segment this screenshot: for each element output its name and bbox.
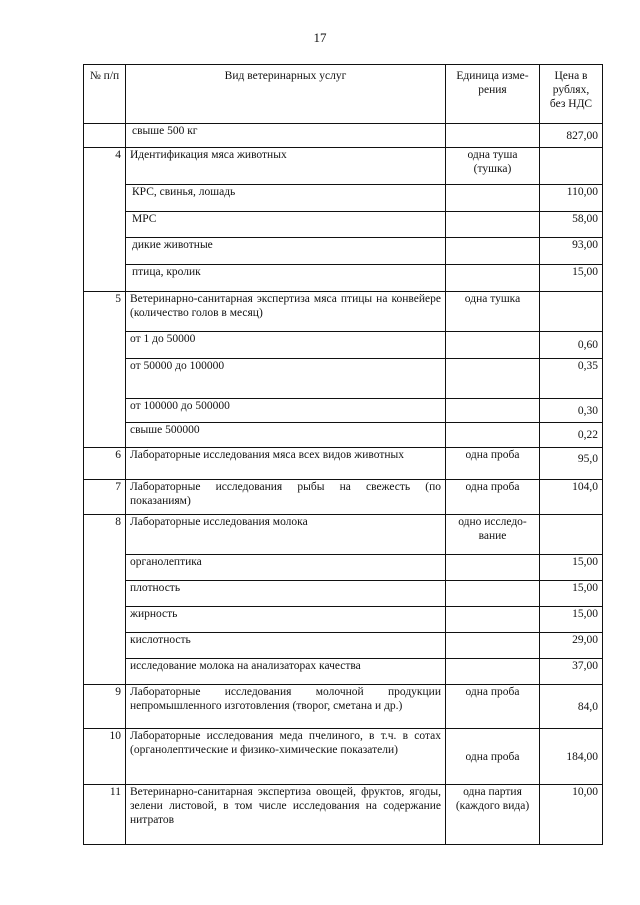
row-service: Ветеринарно-санитарная экспертиза овощей, фруктов, ягоды, зелени листовой, в том числе исследования на содержание нитратов xyxy=(126,785,446,845)
row-price: 29,00 xyxy=(540,633,603,659)
table-row xyxy=(84,359,603,399)
row-unit: одна партия (каждого вида) xyxy=(446,785,540,845)
row-price xyxy=(540,292,603,332)
row-num xyxy=(84,124,126,148)
row-num xyxy=(84,607,126,633)
row-num xyxy=(84,359,126,399)
row-service: от 1 до 50000 xyxy=(126,332,446,359)
table-row xyxy=(84,212,603,238)
row-price: 184,00 xyxy=(540,729,603,785)
row-service: МРС xyxy=(126,212,446,238)
table-row xyxy=(84,515,603,555)
row-unit xyxy=(446,555,540,581)
row-price: 15,00 xyxy=(540,265,603,292)
row-price: 84,0 xyxy=(540,685,603,729)
row-service: жирность xyxy=(126,607,446,633)
table-row xyxy=(84,238,603,265)
row-unit xyxy=(446,633,540,659)
price-table xyxy=(83,64,603,845)
table-row xyxy=(84,480,603,515)
row-price: 0,60 xyxy=(540,332,603,359)
table-row xyxy=(84,581,603,607)
row-service: дикие животные xyxy=(126,238,446,265)
table-row xyxy=(84,729,603,785)
table-row xyxy=(84,292,603,332)
row-unit xyxy=(446,212,540,238)
row-service: исследование молока на анализаторах качества xyxy=(126,659,446,685)
row-service: Идентификация мяса животных xyxy=(126,148,446,185)
table-row xyxy=(84,607,603,633)
row-unit xyxy=(446,124,540,148)
row-unit: одна проба xyxy=(446,685,540,729)
row-unit xyxy=(446,581,540,607)
header-num: № п/п xyxy=(84,65,126,124)
table-row xyxy=(84,265,603,292)
table-row xyxy=(84,148,603,185)
row-service: Лабораторные исследования рыбы на свежесть (по показаниям) xyxy=(126,480,446,515)
row-service: свыше 500000 xyxy=(126,423,446,448)
row-unit xyxy=(446,607,540,633)
row-price: 827,00 xyxy=(540,124,603,148)
table-row xyxy=(84,185,603,212)
page-number: 17 xyxy=(313,30,327,45)
row-num: 8 xyxy=(84,515,126,555)
row-service: птица, кролик xyxy=(126,265,446,292)
row-service: от 50000 до 100000 xyxy=(126,359,446,399)
row-price: 15,00 xyxy=(540,607,603,633)
row-num: 10 xyxy=(84,729,126,785)
row-price: 0,35 xyxy=(540,359,603,399)
row-price: 58,00 xyxy=(540,212,603,238)
table-row xyxy=(84,555,603,581)
row-price: 10,00 xyxy=(540,785,603,845)
row-service: Лабораторные исследования молока xyxy=(126,515,446,555)
row-price: 110,00 xyxy=(540,185,603,212)
row-service: плотность xyxy=(126,581,446,607)
table-row xyxy=(84,399,603,423)
row-unit xyxy=(446,185,540,212)
row-price: 93,00 xyxy=(540,238,603,265)
row-num xyxy=(84,332,126,359)
row-num xyxy=(84,423,126,448)
row-unit xyxy=(446,399,540,423)
row-price xyxy=(540,148,603,185)
row-num xyxy=(84,399,126,423)
row-service: Лабораторные исследования молочной продукции непромышленного изготовления (творог, сметана и др.) xyxy=(126,685,446,729)
table-row xyxy=(84,332,603,359)
row-num xyxy=(84,212,126,238)
row-num: 7 xyxy=(84,480,126,515)
row-service: от 100000 до 500000 xyxy=(126,399,446,423)
row-service: органолептика xyxy=(126,555,446,581)
row-service: Лабораторные исследования мяса всех видов животных xyxy=(126,448,446,480)
row-unit xyxy=(446,238,540,265)
row-price: 15,00 xyxy=(540,581,603,607)
row-unit: одна проба xyxy=(446,448,540,480)
row-num: 4 xyxy=(84,148,126,185)
row-unit: одна проба xyxy=(446,480,540,515)
row-num xyxy=(84,659,126,685)
row-num: 9 xyxy=(84,685,126,729)
table-header-row xyxy=(84,65,603,124)
row-service: кислотность xyxy=(126,633,446,659)
row-price: 104,0 xyxy=(540,480,603,515)
row-price xyxy=(540,515,603,555)
row-unit xyxy=(446,332,540,359)
row-unit xyxy=(446,265,540,292)
row-num xyxy=(84,238,126,265)
table-row xyxy=(84,448,603,480)
row-price: 15,00 xyxy=(540,555,603,581)
row-unit xyxy=(446,359,540,399)
row-num: 5 xyxy=(84,292,126,332)
row-price: 0,30 xyxy=(540,399,603,423)
row-service: Ветеринарно-санитарная экспертиза мяса птицы на конвейере (количество голов в месяц) xyxy=(126,292,446,332)
row-num xyxy=(84,581,126,607)
row-unit: одно исследо-вание xyxy=(446,515,540,555)
table-row xyxy=(84,633,603,659)
table-row xyxy=(84,785,603,845)
row-num xyxy=(84,265,126,292)
table-row xyxy=(84,124,603,148)
table-row xyxy=(84,659,603,685)
row-service: КРС, свинья, лошадь xyxy=(126,185,446,212)
row-unit: одна тушка xyxy=(446,292,540,332)
row-unit: одна проба xyxy=(446,729,540,785)
row-service: свыше 500 кг xyxy=(126,124,446,148)
row-price: 0,22 xyxy=(540,423,603,448)
row-price: 95,0 xyxy=(540,448,603,480)
row-num xyxy=(84,555,126,581)
header-service: Вид ветеринарных услуг xyxy=(126,65,446,124)
row-unit xyxy=(446,659,540,685)
header-unit: Единица изме-рения xyxy=(446,65,540,124)
row-num xyxy=(84,185,126,212)
table-row xyxy=(84,685,603,729)
row-price: 37,00 xyxy=(540,659,603,685)
row-num: 11 xyxy=(84,785,126,845)
row-unit xyxy=(446,423,540,448)
row-unit: одна туша (тушка) xyxy=(446,148,540,185)
row-num: 6 xyxy=(84,448,126,480)
table-row xyxy=(84,423,603,448)
header-price: Цена в рублях, без НДС xyxy=(540,65,603,124)
row-num xyxy=(84,633,126,659)
row-service: Лабораторные исследования меда пчелиного, в т.ч. в сотах (органолептические и физико-химические показатели) xyxy=(126,729,446,785)
